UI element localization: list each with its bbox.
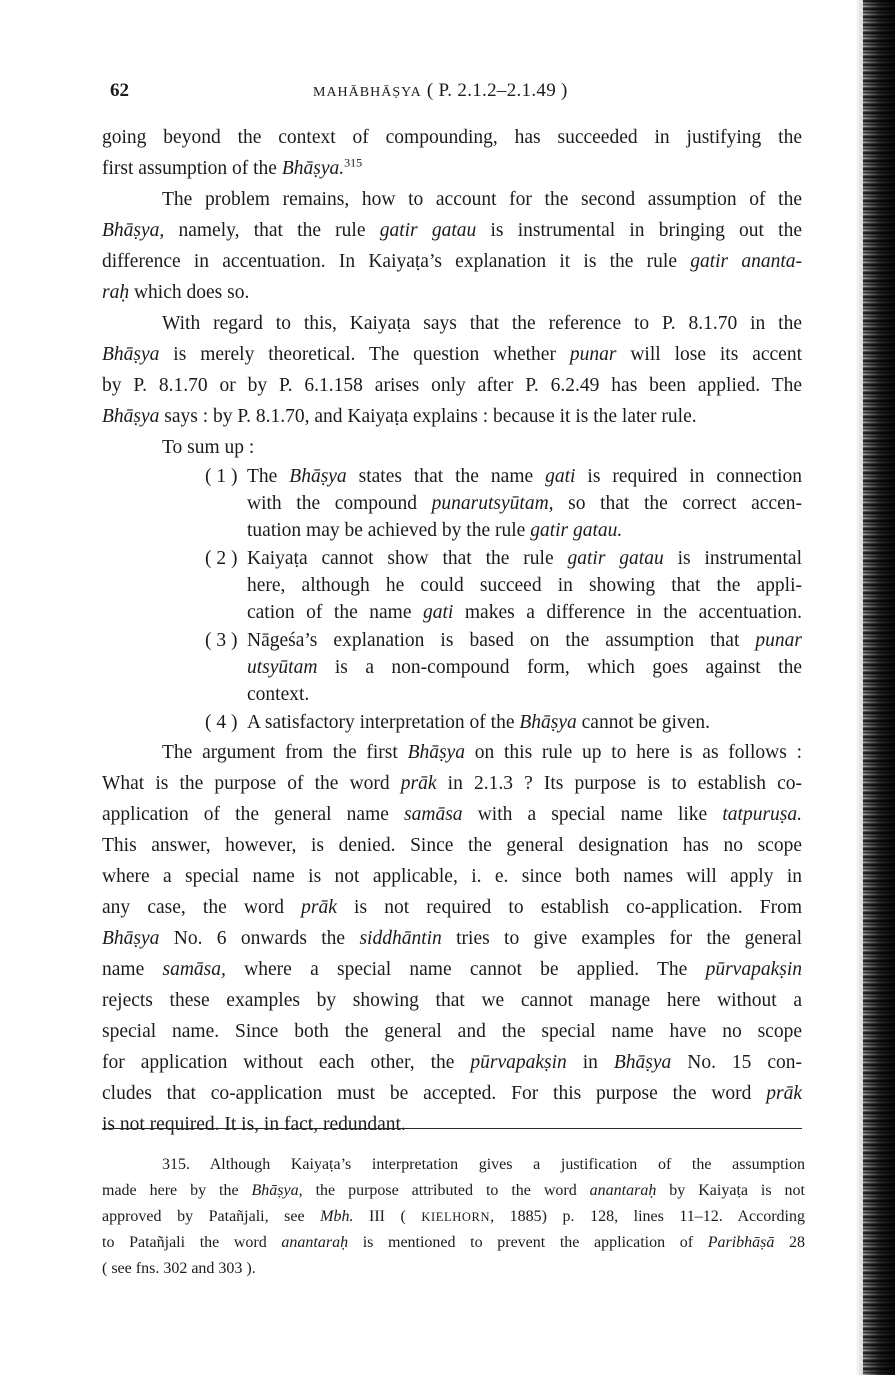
paragraph-1 xyxy=(102,122,802,184)
text-line: The problem remains, how to account for the second assumption of the xyxy=(162,189,802,210)
footnote-marker: 315 xyxy=(344,155,363,170)
footnote-line: approved by Patañjali, see Mbh. III ( KIELHORN, 1885) p. 128, lines 11–12. According xyxy=(102,1208,805,1225)
text-line: This answer, however, is denied. Since the general designation has no scope xyxy=(102,835,802,856)
running-head xyxy=(313,80,568,102)
text-line: Kaiyaṭa cannot show that the rule gatir gatau is instrumental xyxy=(247,548,802,569)
text-line: cation of the name gati makes a difference in the accentuation. xyxy=(247,602,802,623)
text-line: Bhāṣya No. 6 onwards the siddhāntin tries to give examples for the general xyxy=(102,928,803,949)
list-item xyxy=(205,545,802,626)
text-line: application of the general name samāsa with a special name like tatpuruṣa. xyxy=(102,804,802,825)
text-line: The argument from the first Bhāṣya on this rule up to here is as follows : xyxy=(162,742,802,763)
text-line: first assumption of the Bhāṣya.$^{315}$ xyxy=(102,155,363,179)
list-number: ( 3 ) xyxy=(205,630,238,651)
list-number: ( 1 ) xyxy=(205,466,238,487)
summary-title: To sum up : xyxy=(162,437,255,458)
text-line: utsyūtam is a non-compound form, which goes against the xyxy=(247,657,802,678)
text-line: What is the purpose of the word prāk in 2.1.3 ? Its purpose is to establish co- xyxy=(102,773,803,794)
text-line: name samāsa, where a special name cannot be applied. The pūrvapakṣin xyxy=(102,959,802,980)
text-line: Nāgeśa’s explanation is based on the assumption that punar xyxy=(247,630,802,651)
footnote-divider xyxy=(102,1128,802,1129)
footnote-line: ( see fns. 302 and 303 ). xyxy=(102,1260,256,1277)
summary-list xyxy=(205,463,802,736)
paragraph-4 xyxy=(102,737,802,1140)
text-line: going beyond the context of compounding, has succeeded in justifying the xyxy=(102,127,802,148)
list-item xyxy=(205,463,802,544)
running-head-title: MAHĀBHĀṢYA xyxy=(313,85,422,100)
footnote-line: 315. Although Kaiyaṭa’s interpretation gives a justification of the assumption xyxy=(162,1156,805,1173)
running-head-reference: ( P. 2.1.2–2.1.49 ) xyxy=(426,80,568,101)
text-line: rejects these examples by showing that we cannot manage here without a xyxy=(102,990,802,1011)
text-line: for application without each other, the pūrvapakṣin in Bhāṣya No. 15 con- xyxy=(102,1052,802,1073)
text-line: where a special name is not applicable, i. e. since both names will apply in xyxy=(102,866,802,887)
text-line: special name. Since both the general and the special name have no scope xyxy=(102,1021,802,1042)
text-line: With regard to this, Kaiyaṭa says that the reference to P. 8.1.70 in the xyxy=(162,313,802,334)
text-line: A satisfactory interpretation of the Bhāṣya cannot be given. xyxy=(247,712,710,733)
text-line: difference in accentuation. In Kaiyaṭa’s explanation it is the rule gatir ananta- xyxy=(102,251,802,272)
text-line: Bhāṣya is merely theoretical. The question whether punar will lose its accent xyxy=(102,344,802,365)
paragraph-2 xyxy=(102,184,802,308)
scanned-page-edge xyxy=(863,0,895,1375)
list-number: ( 2 ) xyxy=(205,548,238,569)
footnote-315 xyxy=(102,1152,805,1282)
page-number: 62 xyxy=(110,80,129,101)
text-line: cludes that co-application must be accepted. For this purpose the word prāk xyxy=(102,1083,802,1104)
text-line: tuation may be achieved by the rule gatir gatau. xyxy=(247,520,623,541)
text-line: raḥ which does so. xyxy=(102,282,250,303)
footnote-line: to Patañjali the word anantaraḥ is mentioned to prevent the application of Paribhāṣā 28 xyxy=(102,1234,806,1251)
text-line: context. xyxy=(247,684,310,705)
text-line: any case, the word prāk is not required to establish co-application. From xyxy=(102,897,802,918)
list-item xyxy=(205,709,802,736)
paragraph-3 xyxy=(102,308,802,432)
body-text xyxy=(102,122,802,1140)
text-line: with the compound punarutsyūtam, so that the correct accen- xyxy=(247,493,802,514)
text-line: The Bhāṣya states that the name gati is required in connection xyxy=(247,466,802,487)
summary-section xyxy=(102,432,802,736)
footnote-line: made here by the Bhāṣya, the purpose attributed to the word anantaraḥ by Kaiyaṭa is not xyxy=(102,1182,806,1199)
text-line: here, although he could succeed in showing that the appli- xyxy=(247,575,802,596)
text-line: Bhāṣya says : by P. 8.1.70, and Kaiyaṭa explains : because it is the later rule. xyxy=(102,406,697,427)
text-line: is not required. It is, in fact, redundant. xyxy=(102,1114,406,1135)
list-number: ( 4 ) xyxy=(205,712,238,733)
text-line: Bhāṣya, namely, that the rule gatir gatau is instrumental in bringing out the xyxy=(102,220,803,241)
list-item xyxy=(205,627,802,708)
text-line: by P. 8.1.70 or by P. 6.1.158 arises only after P. 6.2.49 has been applied. The xyxy=(102,375,802,396)
page-header xyxy=(110,80,810,110)
